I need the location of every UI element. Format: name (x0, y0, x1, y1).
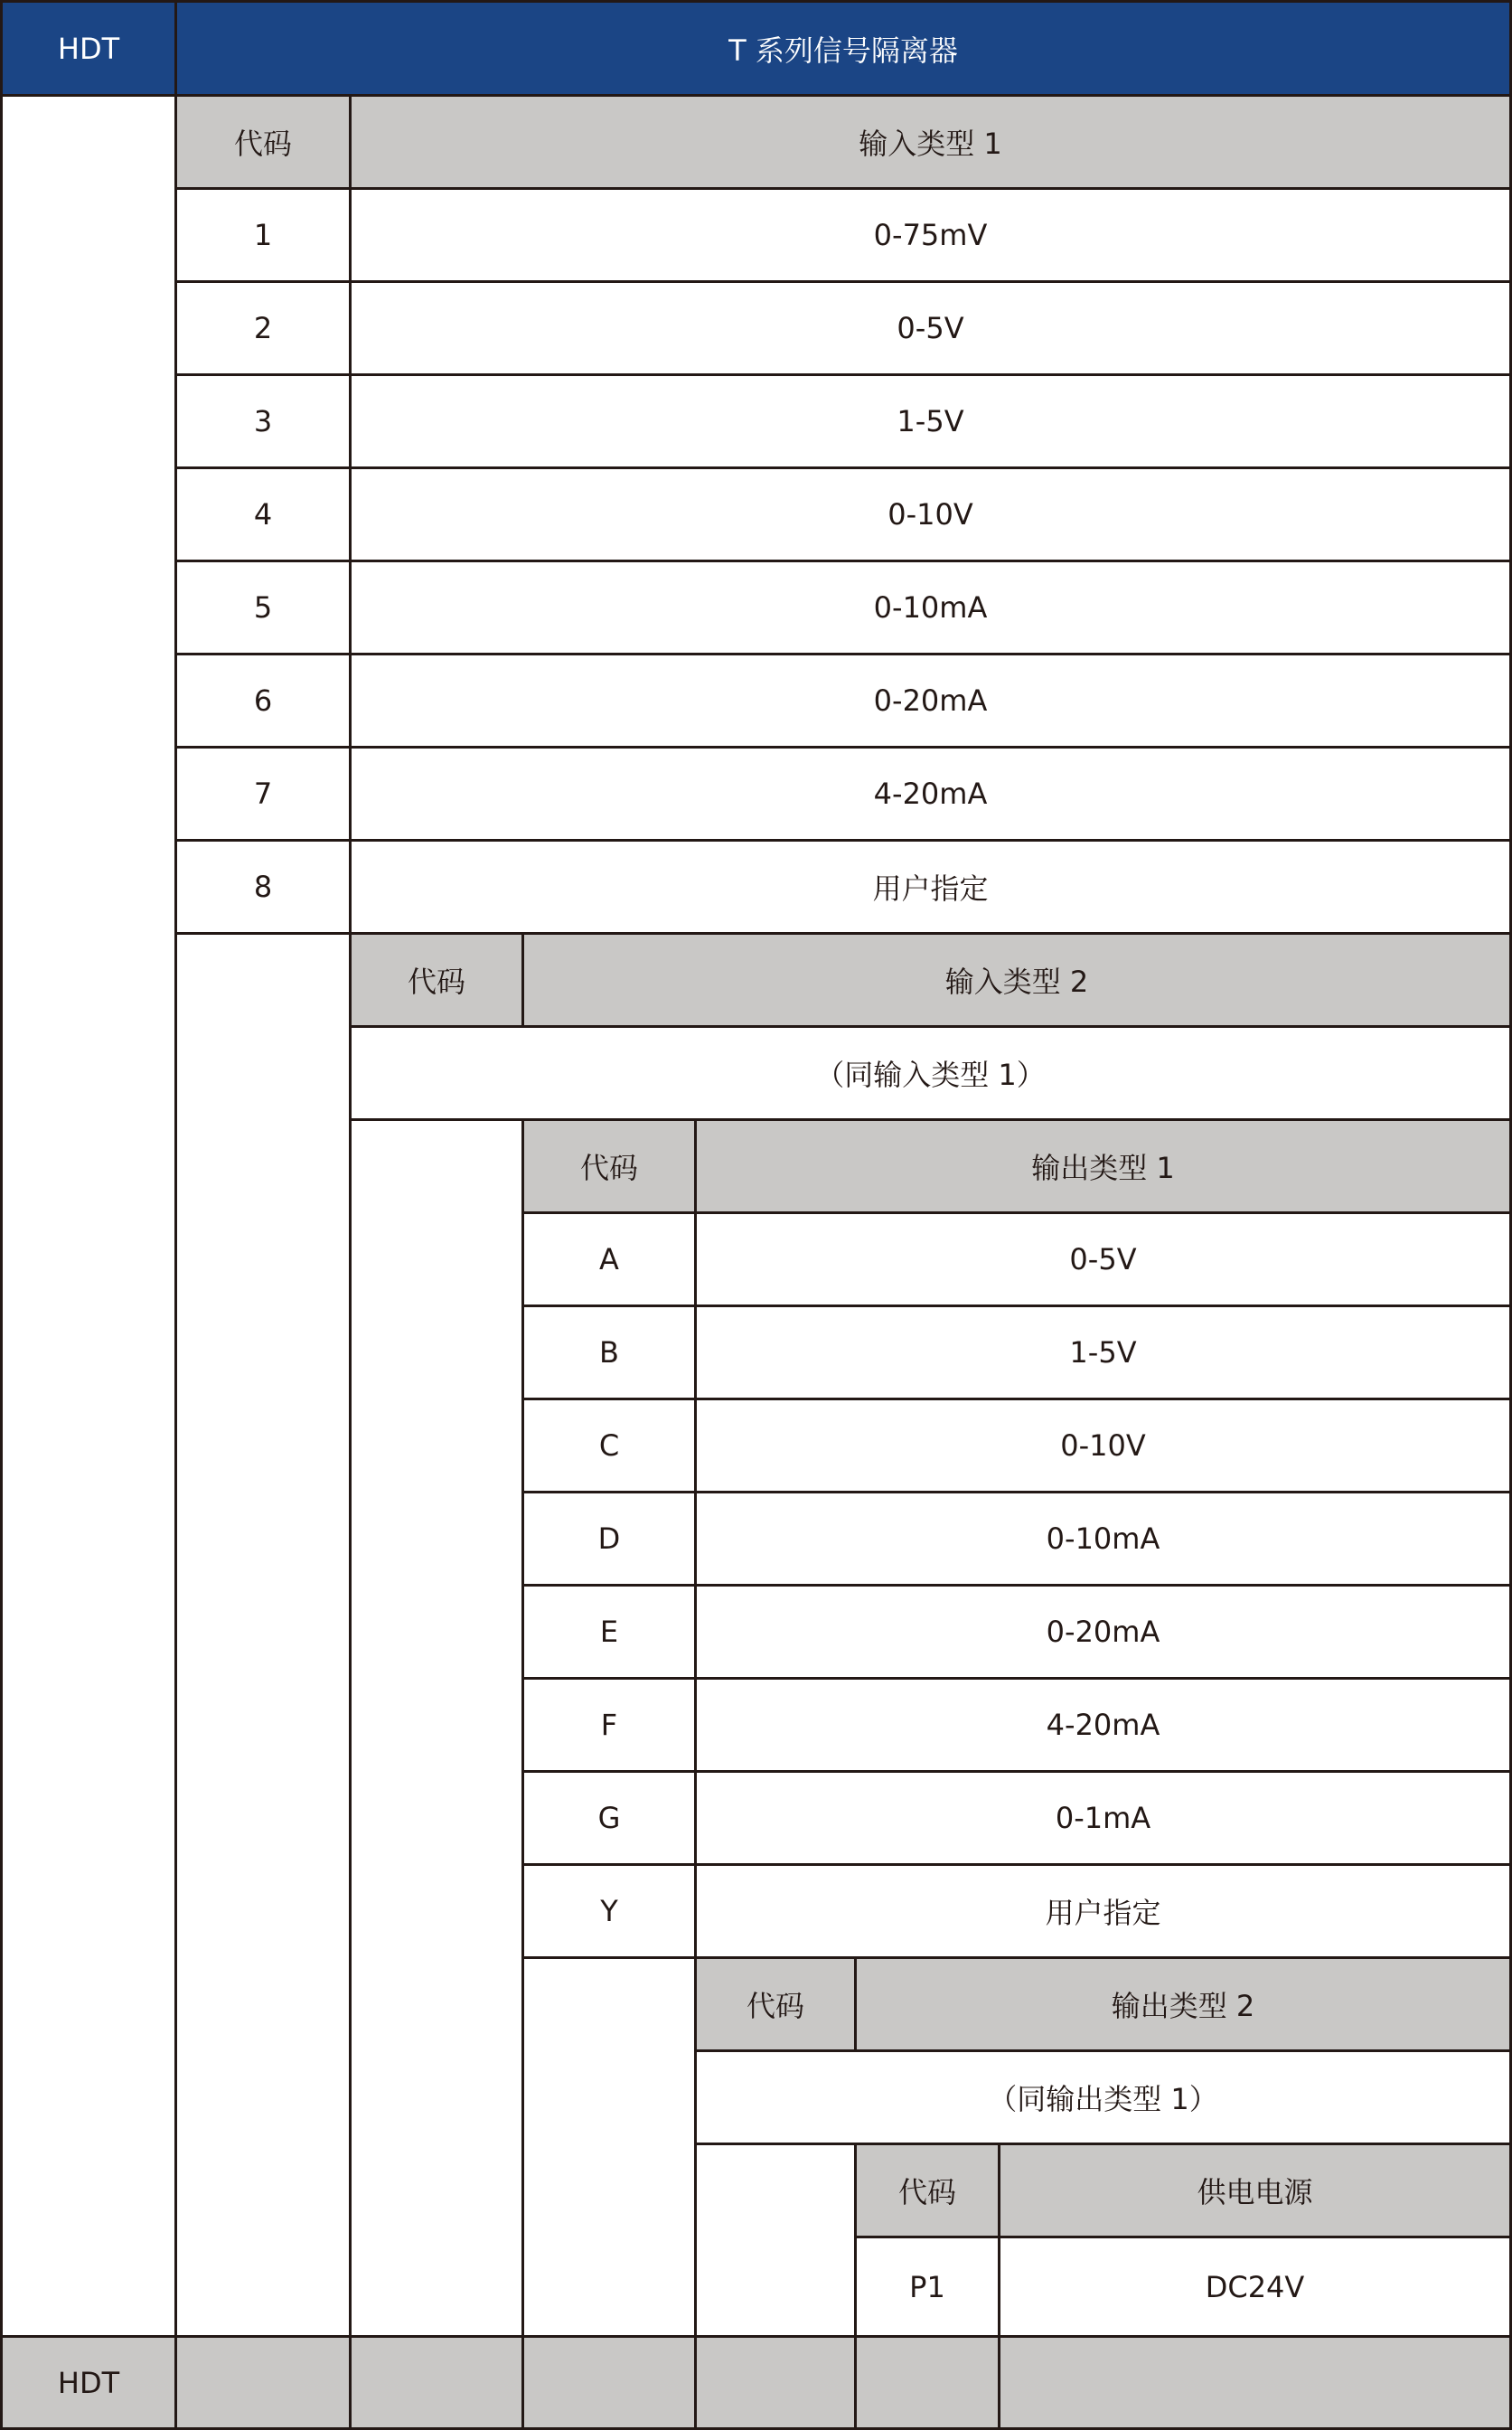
input1-value: 1-5V (349, 373, 1512, 469)
output1-code: E (521, 1584, 697, 1680)
output1-code: D (521, 1491, 697, 1587)
output1-code: Y (521, 1863, 697, 1959)
input1-code: 6 (174, 653, 352, 749)
spacer-col-4 (521, 1956, 697, 2338)
output2-title: 输出类型 2 (854, 1956, 1512, 2052)
output2-note: （同输出类型 1） (694, 2049, 1512, 2145)
output1-value: 用户指定 (694, 1863, 1512, 1959)
output1-value: 1-5V (694, 1304, 1512, 1400)
footer-slot-input1 (174, 2335, 352, 2430)
input1-code: 4 (174, 466, 352, 562)
input1-value: 0-20mA (349, 653, 1512, 749)
output1-title: 输出类型 1 (694, 1118, 1512, 1214)
output1-code-header: 代码 (521, 1118, 697, 1214)
output2-code-header: 代码 (694, 1956, 857, 2052)
input1-code-header: 代码 (174, 94, 352, 190)
input1-code: 2 (174, 280, 352, 376)
input1-value: 0-10V (349, 466, 1512, 562)
input1-value: 0-75mV (349, 187, 1512, 283)
input1-code: 3 (174, 373, 352, 469)
footer-slot-power (854, 2335, 1000, 2430)
table-title: T 系列信号隔离器 (174, 0, 1512, 97)
output1-value: 0-5V (694, 1211, 1512, 1307)
footer-slot-output2 (694, 2335, 857, 2430)
footer-slot-tail (998, 2335, 1512, 2430)
spacer-col-2 (174, 932, 352, 2338)
input2-code-header: 代码 (349, 932, 524, 1028)
output1-code: C (521, 1398, 697, 1493)
input1-code: 7 (174, 746, 352, 842)
spacer-col-3 (349, 1118, 524, 2338)
output1-code: B (521, 1304, 697, 1400)
input1-value: 0-10mA (349, 560, 1512, 655)
output1-code: G (521, 1770, 697, 1866)
output1-value: 4-20mA (694, 1677, 1512, 1773)
output1-code: A (521, 1211, 697, 1307)
spacer-col-1 (0, 94, 177, 2338)
header-prefix: HDT (0, 0, 177, 97)
output1-value: 0-10V (694, 1398, 1512, 1493)
footer-slot-output1 (521, 2335, 697, 2430)
footer-prefix: HDT (0, 2335, 177, 2430)
input1-code: 5 (174, 560, 352, 655)
input2-note: （同输入类型 1） (349, 1025, 1512, 1121)
footer-slot-input2 (349, 2335, 524, 2430)
output1-value: 0-20mA (694, 1584, 1512, 1680)
input2-title: 输入类型 2 (521, 932, 1512, 1028)
spacer-col-5 (694, 2143, 857, 2338)
input1-title: 输入类型 1 (349, 94, 1512, 190)
input1-value: 0-5V (349, 280, 1512, 376)
power-code-header: 代码 (854, 2143, 1000, 2238)
power-title: 供电电源 (998, 2143, 1512, 2238)
input1-code: 8 (174, 839, 352, 935)
input1-code: 1 (174, 187, 352, 283)
output1-value: 0-10mA (694, 1491, 1512, 1587)
input1-value: 4-20mA (349, 746, 1512, 842)
output1-code: F (521, 1677, 697, 1773)
power-value: DC24V (998, 2236, 1512, 2338)
output1-value: 0-1mA (694, 1770, 1512, 1866)
input1-value: 用户指定 (349, 839, 1512, 935)
power-code: P1 (854, 2236, 1000, 2338)
